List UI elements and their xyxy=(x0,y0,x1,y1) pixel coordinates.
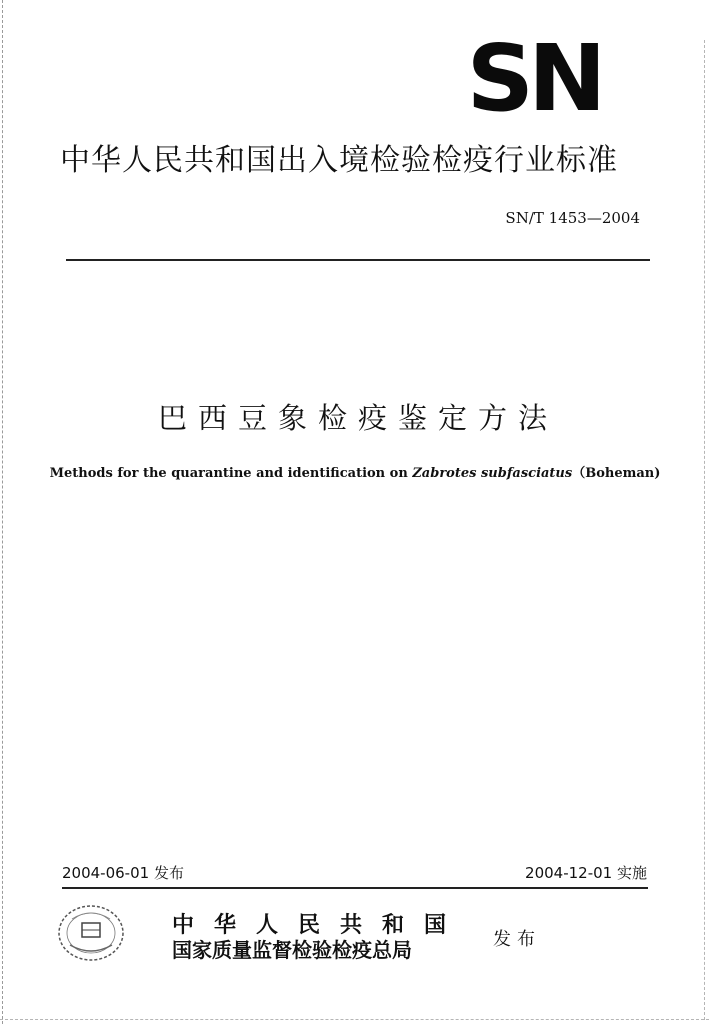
issuer-country: 中华人民共和国 xyxy=(172,912,467,938)
standard-code: SN/T 1453—2004 xyxy=(505,209,640,227)
sn-logo: SN xyxy=(466,25,601,132)
title-en-species: Zabrotes subfasciatus xyxy=(412,466,573,481)
page-bottom-edge xyxy=(0,1019,709,1021)
page-left-edge xyxy=(2,0,4,1024)
header-divider xyxy=(66,259,650,261)
issuer-agency: 国家质量监督检验检疫总局 xyxy=(172,938,412,962)
industry-standard-heading: 中华人民共和国出入境检验检疫行业标准 xyxy=(60,143,618,178)
publish-label: 发布 xyxy=(493,929,541,950)
title-en-suffix: （Boheman) xyxy=(572,466,661,481)
footer-divider xyxy=(62,887,648,889)
implementation-date: 2004-12-01 实施 xyxy=(525,864,647,882)
document-title-english xyxy=(40,462,670,481)
title-en-prefix: Methods for the quarantine and identification on xyxy=(49,466,413,481)
document-title-chinese: 巴西豆象检疫鉴定方法 xyxy=(157,401,558,435)
issue-date: 2004-06-01 发布 xyxy=(62,864,184,882)
official-seal-icon xyxy=(56,903,126,963)
page-right-edge xyxy=(704,40,706,1020)
